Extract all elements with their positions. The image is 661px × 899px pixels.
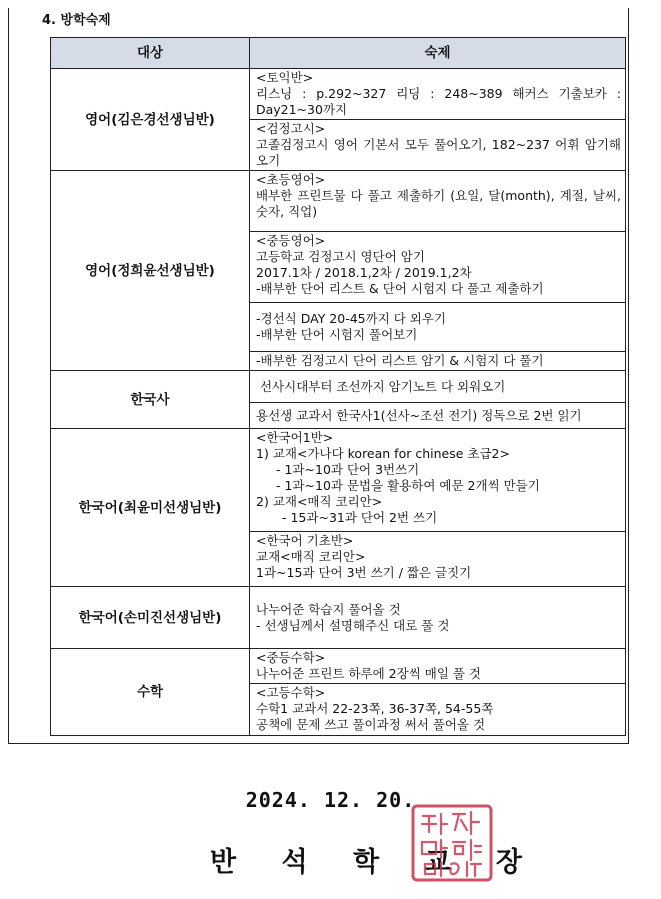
homework-cell [250,371,626,403]
homework-cell [250,303,626,352]
homework-cell [250,232,626,303]
homework-line: <중등수학> [256,650,326,665]
homework-cell [250,429,626,532]
homework-line: 교재<매직 코리안> [256,549,366,564]
homework-table [50,37,626,736]
homework-line: 수학1 교과서 22-23쪽, 36-37쪽, 54-55쪽 [256,701,494,716]
homework-cell [250,649,626,684]
header-target: 대상 [51,38,250,69]
homework-line: 용선생 교과서 한국사1(선사~조선 전기) 정독으로 2번 읽기 [256,407,582,423]
homework-line: - 1과~10과 문법을 활용하여 예문 2개씩 만들기 [276,478,540,493]
homework-line: <한국어 기초반> [256,533,354,548]
section-title: 4. 방학숙제 [42,13,111,28]
homework-line: 나누어준 프린트 하루에 2장씩 매일 풀 것 [256,666,481,681]
homework-cell [250,171,626,232]
table-row [51,171,626,232]
table-row [51,429,626,532]
homework-line: <검정고시> [256,121,326,136]
target-cell: 영어(정희윤선생님반) [51,171,250,371]
homework-cell [250,403,626,429]
homework-line: - 선생님께서 설명해주신 대로 풀 것 [256,617,450,633]
homework-line: 선사시대부터 조선까지 암기노트 다 외워오기 [256,378,506,394]
homework-line: 1과~15과 단어 3번 쓰기 / 짧은 글짓기 [256,565,472,580]
homework-line: 나누어준 학습지 풀어올 것 [256,601,401,617]
homework-line: <한국어1반> [256,430,334,445]
homework-line: -배부한 단어 리스트 & 단어 시험지 다 풀고 제출하기 [256,281,544,296]
homework-line: <초등영어> [256,172,326,187]
homework-line: <토익반> [256,70,314,85]
target-cell: 한국어(손미진선생님반) [51,587,250,649]
target-cell: 한국사 [51,371,250,429]
issue-date: 2024. 12. 20. [245,788,416,812]
homework-line: -배부한 단어 시험지 풀어보기 [256,327,418,342]
homework-cell [250,532,626,587]
homework-line: -경선식 DAY 20-45까지 다 외우기 [256,311,447,326]
homework-line: 고졸검정고시 영어 기본서 모두 풀어오기, 182~237 어휘 암기해오기 [256,137,621,168]
homework-line: 공책에 문제 쓰고 풀이과정 써서 풀어올 것 [256,717,486,732]
homework-line: 2017.1차 / 2018.1,2차 / 2019.1,2차 [256,265,472,280]
homework-cell [250,120,626,171]
homework-line: 2) 교재<매직 코리안> [256,494,383,509]
homework-line: 1) 교재<가나다 korean for chinese 초급2> [256,446,510,461]
homework-cell [250,684,626,736]
homework-cell [250,587,626,649]
homework-cell [250,69,626,120]
table-row [51,69,626,120]
principal-title: 반 석 학 교 장 [210,847,541,878]
table-row [51,649,626,684]
table-row [51,587,626,649]
homework-line: <고등수학> [256,685,326,700]
homework-line: - 1과~10과 단어 3번쓰기 [276,462,420,477]
official-seal-stamp [405,802,497,886]
homework-line: 배부한 프린트물 다 풀고 제출하기 (요일, 달(month), 계절, 날씨, 숫자, 직업) [256,188,621,219]
homework-line: - 15과~31과 단어 2번 쓰기 [282,510,438,525]
target-cell: 한국어(최윤미선생님반) [51,429,250,587]
header-row [51,38,626,69]
header-homework: 숙제 [250,38,626,69]
table-row [51,371,626,403]
homework-line: 리스닝 : p.292~327 리딩 : 248~389 해커스 기출보카 : Day21~30까지 [256,86,621,117]
homework-line: -배부한 검정고시 단어 리스트 암기 & 시험지 다 풀기 [256,353,544,368]
homework-cell [250,352,626,371]
target-cell: 수학 [51,649,250,736]
homework-line: 고등학교 검정고시 영단어 암기 [256,249,425,264]
homework-line: <중등영어> [256,233,326,248]
target-cell: 영어(김은경선생님반) [51,69,250,171]
